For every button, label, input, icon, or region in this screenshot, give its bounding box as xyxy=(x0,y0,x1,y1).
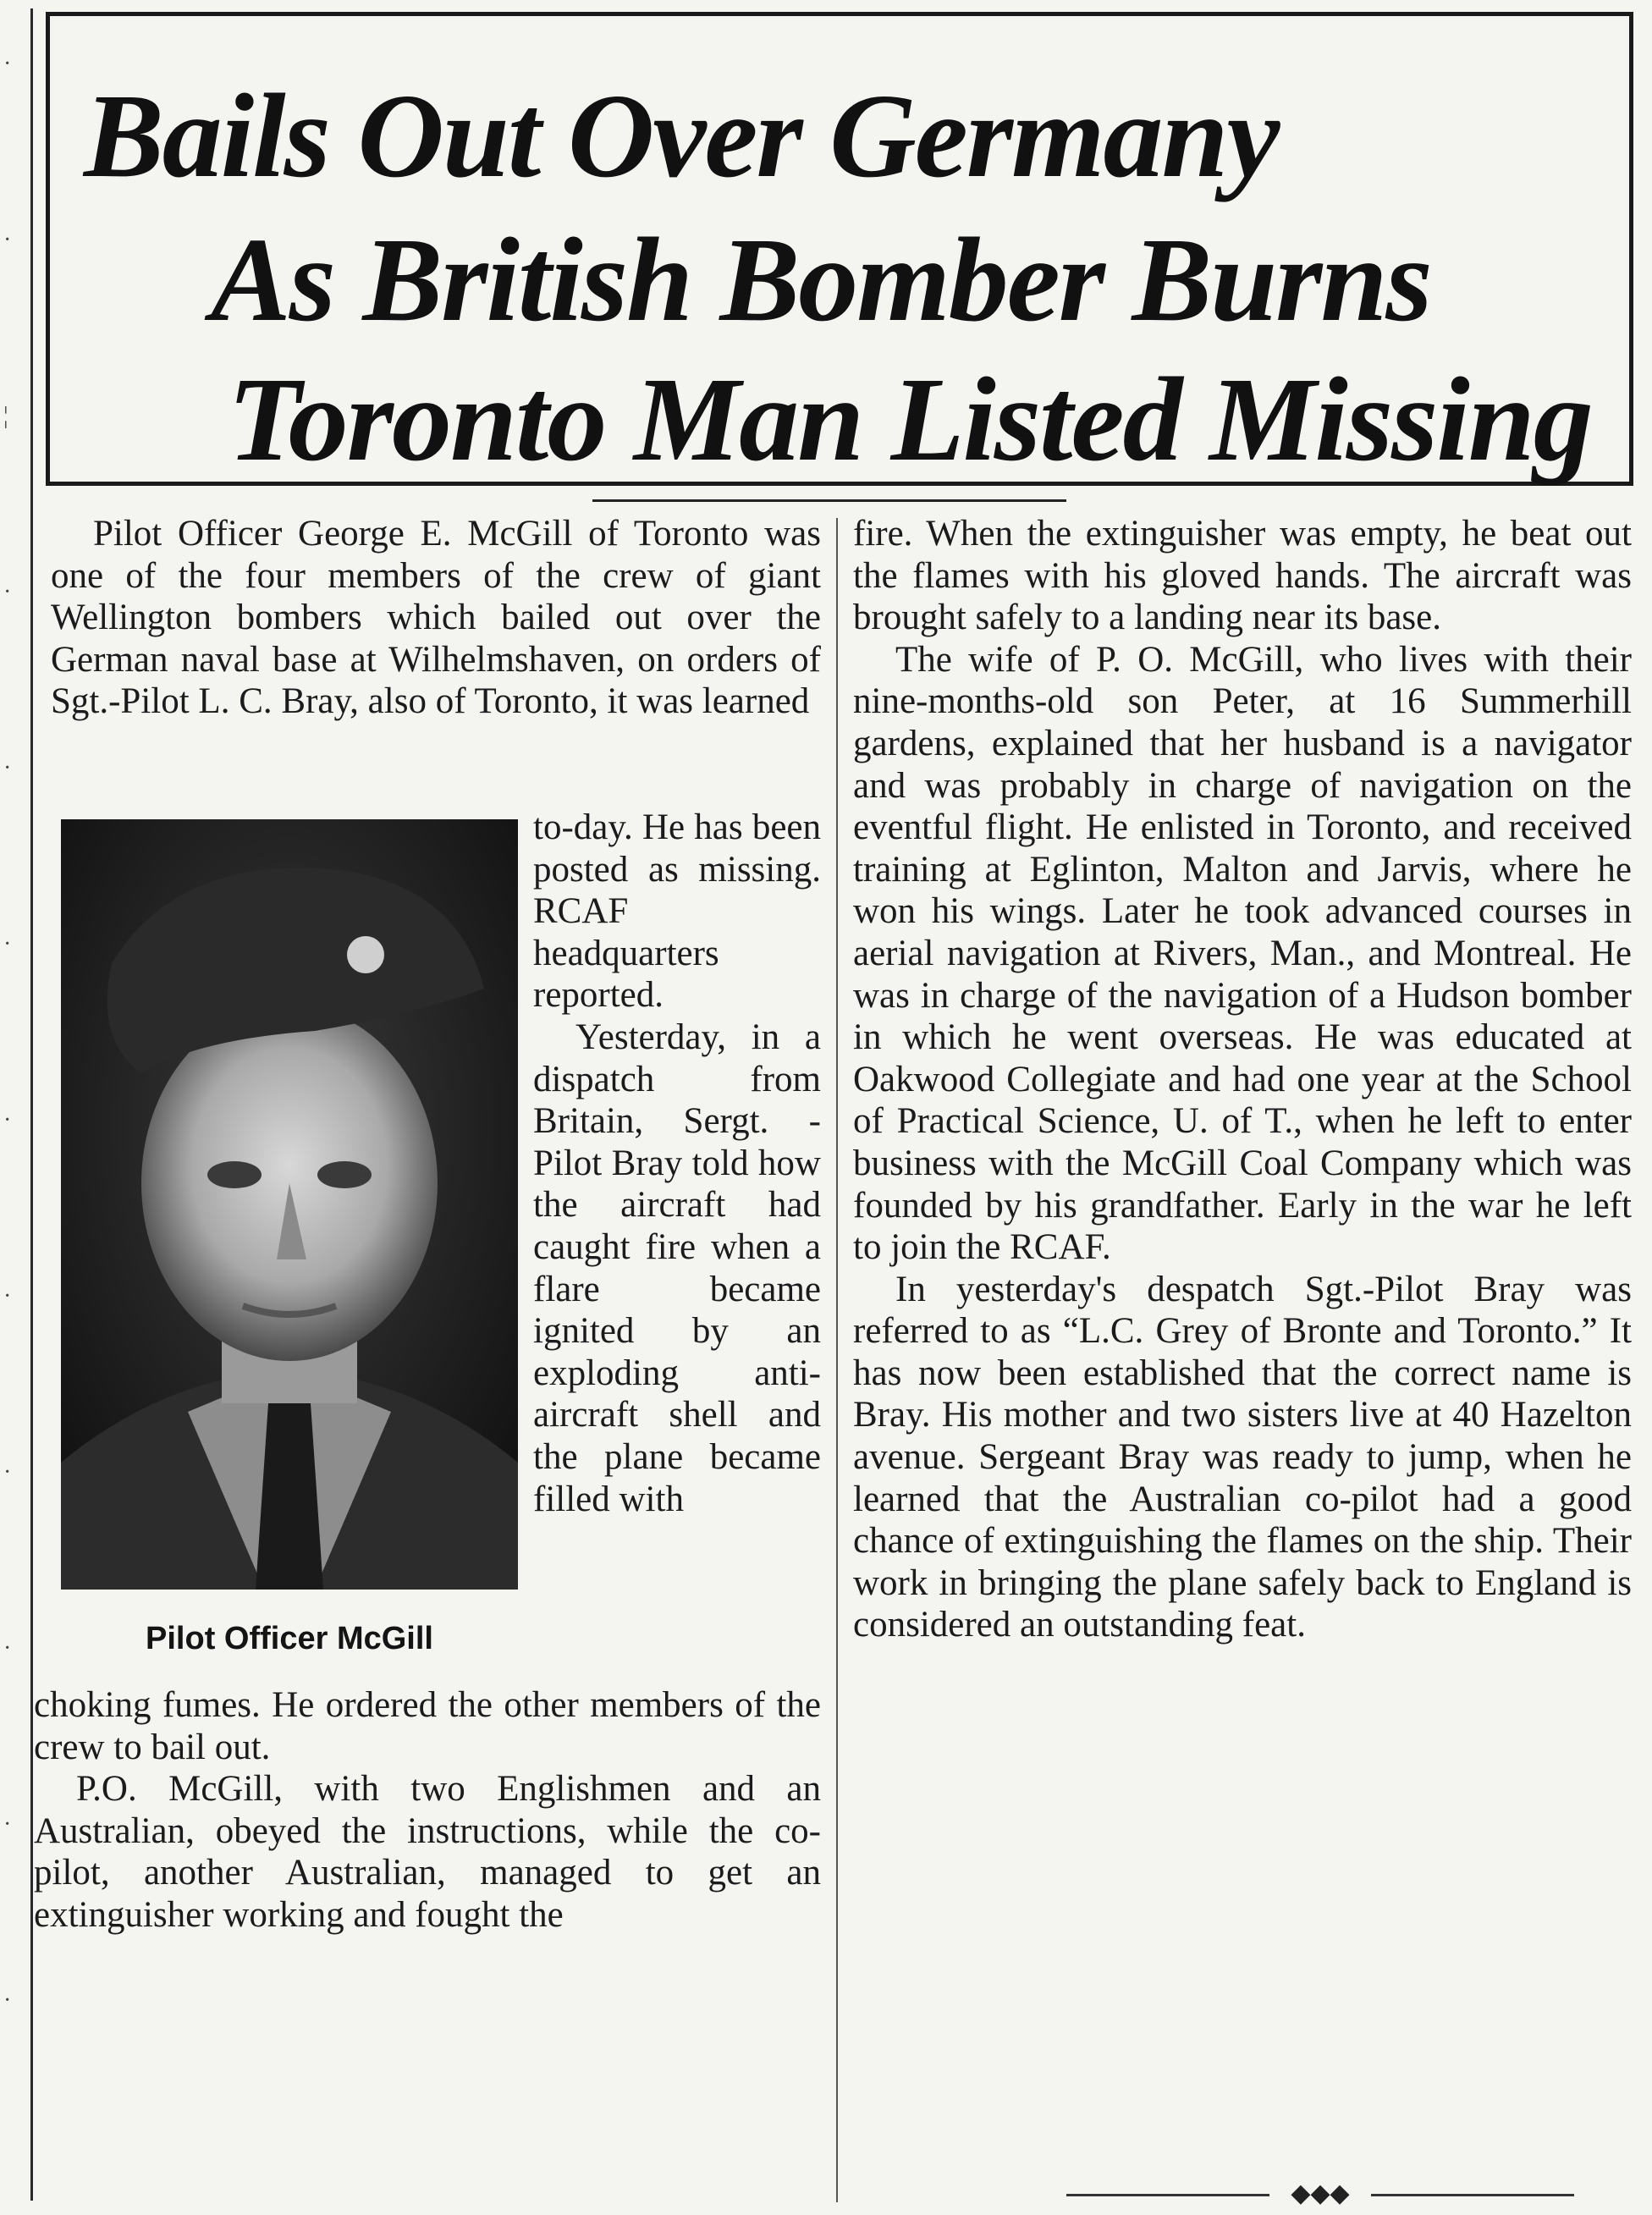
article-paragraph-3-cont: fire. When the extinguisher was empty, he beat out the flames with his gloved hands. The aircraft was brought safely to a landing near its base. xyxy=(853,514,1632,638)
article-paragraph-2: Yesterday, in a dispatch from Britain, Sergt. - Pilot Bray told how the aircraft had caught fire when a flare became ignited by an exploding anti-aircraft shell and the plane became filled with xyxy=(533,1017,821,1519)
margin-marks: · · ¦ · · · · · · · · · xyxy=(3,51,12,2014)
headline-line-3: Toronto Man Listed Missing xyxy=(228,352,1592,486)
column-divider xyxy=(836,518,838,2202)
left-column-top xyxy=(51,513,821,723)
headline-line-1: Bails Out Over Germany xyxy=(84,69,1279,202)
headline-divider xyxy=(592,499,1066,502)
article-paragraph-1: Pilot Officer George E. McGill of Toronto was one of the four members of the crew of giant Wellington bombers which bailed out over the German naval base at Wilhelmshaven, on orders of Sgt.-Pilot L. C. Bray, also of Toronto, it was learned xyxy=(51,514,821,722)
portrait-photo xyxy=(61,819,518,1590)
right-column xyxy=(853,513,1632,1646)
headline-box xyxy=(46,12,1633,486)
page-margin-rule xyxy=(30,8,33,2201)
headline-line-2: As British Bomber Burns xyxy=(211,212,1431,346)
photo-caption: Pilot Officer McGill xyxy=(146,1621,433,1656)
article-paragraph-5: In yesterday's despatch Sgt.-Pilot Bray was referred to as “L.C. Grey of Bronte and Toronto.” It has now been established that the correct name is Bray. His mother and two sisters live at 40 Hazelton avenue. Sergeant Bray was ready to jump, when he learned that the Australian co-pilot had a good chance of extinguishing the flames on the ship. Their work in bringing the plane safely back to England is considered an outstanding feat. xyxy=(853,1269,1632,1645)
left-column-narrow xyxy=(533,807,821,1520)
article-paragraph-2-cont: choking fumes. He ordered the other members of the crew to bail out. xyxy=(34,1685,821,1767)
left-column-bottom xyxy=(34,1684,821,1937)
article-paragraph-1-cont: to-day. He has been posted as missing. RCAF headquarters reported. xyxy=(533,807,821,1016)
portrait-illustration xyxy=(61,819,518,1590)
end-ornament: ◆◆◆ xyxy=(1269,2179,1371,2208)
article-paragraph-3: P.O. McGill, with two Englishmen and an Australian, obeyed the instructions, while the co-pilot, another Australian, managed to get an extinguisher working and fought the xyxy=(34,1769,821,1935)
article-paragraph-4: The wife of P. O. McGill, who lives with their nine-months-old son Peter, at 16 Summerhill gardens, explained that her husband is a navigator and was probably in charge of navigation on the eventful flight. He enlisted in Toronto, and received training at Eglinton, Malton and Jarvis, where he won his wings. Later he took advanced courses in aerial navigation at Rivers, Man., and Montreal. He was in charge of the navigation of a Hudson bomber in which he went overseas. He was educated at Oakwood Collegiate and had one year at the School of Practical Science, U. of T., when he left to enter business with the McGill Coal Company which was founded by his grandfather. Early in the war he left to join the RCAF. xyxy=(853,639,1632,1268)
